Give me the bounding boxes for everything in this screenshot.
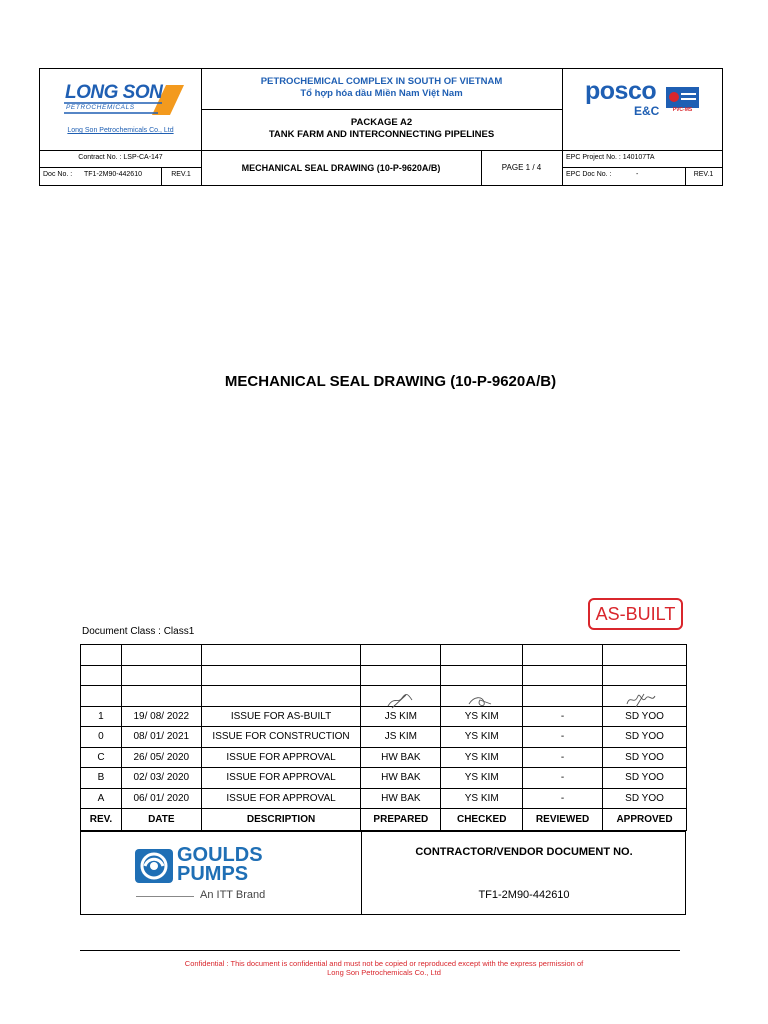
revision-cell-prepared: HW BAK (361, 788, 441, 809)
revision-row (81, 747, 687, 768)
approved-signature (624, 690, 658, 710)
goulds-tagline-rule (136, 896, 194, 897)
page-number: PAGE 1 / 4 (501, 163, 542, 172)
revision-cell-rev: 0 (81, 727, 122, 748)
revision-cell-date: 06/ 01/ 2020 (121, 788, 201, 809)
goulds-logo (134, 846, 314, 906)
goulds-logo-line2: PUMPS (177, 863, 249, 885)
contract-number: Contract No. : LSP-CA-147 (78, 154, 163, 161)
revision-cell-description: ISSUE FOR APPROVAL (201, 788, 361, 809)
goulds-logo-line1: GOULDS (177, 844, 263, 866)
revision-cell-prepared: JS KIM (361, 706, 441, 727)
revision-cell-approved: SD YOO (603, 768, 687, 789)
revision-cell-rev (81, 645, 122, 666)
revision-cell-rev (81, 686, 122, 707)
main-title: MECHANICAL SEAL DRAWING (10-P-9620A/B) (224, 373, 557, 390)
revision-header-checked: CHECKED (441, 809, 523, 831)
revision-row (81, 706, 687, 727)
revision-cell-approved: SD YOO (603, 727, 687, 748)
package-label: PACKAGE A2 (350, 117, 413, 128)
revision-cell-description (201, 686, 361, 707)
revision-row (81, 788, 687, 809)
revision-cell-description (201, 645, 361, 666)
revision-cell-rev: A (81, 788, 122, 809)
revision-header-description: DESCRIPTION (201, 809, 361, 831)
revision-cell-date (121, 645, 201, 666)
revision-cell-checked: YS KIM (441, 788, 523, 809)
revision-row (81, 686, 687, 707)
revision-cell-prepared: JS KIM (361, 727, 441, 748)
project-title-vi: Tổ hợp hóa dầu Miền Nam Việt Nam (300, 88, 463, 99)
revision-cell-description: ISSUE FOR APPROVAL (201, 768, 361, 789)
revision-cell-reviewed (523, 665, 603, 686)
revision-cell-date: 19/ 08/ 2022 (121, 706, 201, 727)
revision-cell-reviewed: - (523, 768, 603, 789)
document-header (39, 68, 723, 186)
revision-cell-date: 26/ 05/ 2020 (121, 747, 201, 768)
document-class: Document Class : Class1 (82, 626, 195, 637)
revision-cell-reviewed (523, 645, 603, 666)
confidential-company: Long Son Petrochemicals Co., Ltd (327, 968, 441, 977)
revision-cell-rev (81, 665, 122, 686)
petrovietnam-label: PVC-MS (672, 107, 693, 113)
revision-cell-rev: B (81, 768, 122, 789)
vendor-document-box (80, 831, 686, 915)
client-logo (62, 81, 186, 121)
client-company: Long Son Petrochemicals Co., Ltd (67, 127, 174, 134)
revision-cell-checked: YS KIM (441, 706, 523, 727)
revision-row (81, 645, 687, 666)
checked-signature (466, 694, 494, 710)
goulds-tagline: An ITT Brand (200, 889, 266, 901)
revision-header-approved: APPROVED (603, 809, 687, 831)
revision-cell-reviewed (523, 686, 603, 707)
revision-cell-prepared: HW BAK (361, 768, 441, 789)
revision-cell-date: 08/ 01/ 2021 (121, 727, 201, 748)
epc-doc-number-label: EPC Doc No. : (566, 171, 612, 178)
epc-doc-number: - (636, 171, 639, 178)
revision-header-reviewed: REVIEWED (523, 809, 603, 831)
revision-cell-date: 02/ 03/ 2020 (121, 768, 201, 789)
revision-cell-rev: C (81, 747, 122, 768)
revision-cell-approved (603, 665, 687, 686)
petrovietnam-icon (666, 87, 699, 117)
revision-cell-approved (603, 645, 687, 666)
posco-logo-text: posco (585, 77, 657, 105)
project-title-en: PETROCHEMICAL COMPLEX IN SOUTH OF VIETNAM (260, 76, 503, 87)
revision-cell-approved: SD YOO (603, 788, 687, 809)
revision-cell-reviewed: - (523, 788, 603, 809)
revision-cell-description: ISSUE FOR CONSTRUCTION (201, 727, 361, 748)
revision-cell-checked: YS KIM (441, 768, 523, 789)
goulds-emblem-icon (134, 848, 174, 884)
epc-project-number: EPC Project No. : 140107TA (566, 154, 655, 161)
doc-number: TF1-2M90-442610 (84, 171, 142, 178)
doc-revision: REV.1 (171, 171, 191, 178)
client-logo-text: LONG SON (65, 82, 163, 103)
epc-logo (585, 79, 705, 121)
revision-cell-description: ISSUE FOR AS-BUILT (201, 706, 361, 727)
client-logo-sub: PETROCHEMICALS (66, 104, 135, 111)
revision-cell-date (121, 686, 201, 707)
confidential-notice: Confidential : This document is confidential and must not be copied or reproduced except with the express permission of (184, 959, 584, 968)
revision-cell-approved: SD YOO (603, 747, 687, 768)
revision-cell-prepared: HW BAK (361, 747, 441, 768)
posco-logo-sub: E&C (634, 104, 660, 118)
revision-header-date: DATE (121, 809, 201, 831)
revision-header-row (81, 809, 687, 831)
revision-cell-description (201, 665, 361, 686)
revision-row (81, 665, 687, 686)
revision-row (81, 768, 687, 789)
revision-cell-reviewed: - (523, 727, 603, 748)
revision-cell-prepared (361, 665, 441, 686)
header-doc-title: MECHANICAL SEAL DRAWING (10-P-9620A/B) (241, 163, 441, 173)
vendor-doc-number: TF1-2M90-442610 (478, 889, 570, 901)
as-built-stamp: AS-BUILT (588, 598, 683, 630)
revision-cell-prepared (361, 645, 441, 666)
revision-cell-rev: 1 (81, 706, 122, 727)
doc-number-label: Doc No. : (43, 171, 73, 178)
revision-header-prepared: PREPARED (361, 809, 441, 831)
revision-cell-checked (441, 645, 523, 666)
revision-cell-reviewed: - (523, 747, 603, 768)
vendor-doc-label: CONTRACTOR/VENDOR DOCUMENT NO. (415, 846, 633, 858)
footer-rule (80, 950, 680, 951)
package-description: TANK FARM AND INTERCONNECTING PIPELINES (268, 129, 495, 140)
prepared-signature (386, 692, 414, 710)
epc-revision: REV.1 (693, 171, 714, 178)
revision-header-rev: REV. (81, 809, 122, 831)
revision-cell-date (121, 665, 201, 686)
revision-table (80, 644, 687, 831)
revision-cell-reviewed: - (523, 706, 603, 727)
revision-cell-description: ISSUE FOR APPROVAL (201, 747, 361, 768)
revision-cell-checked: YS KIM (441, 747, 523, 768)
revision-cell-checked: YS KIM (441, 727, 523, 748)
revision-cell-approved: SD YOO (603, 706, 687, 727)
revision-cell-checked (441, 665, 523, 686)
revision-row (81, 727, 687, 748)
